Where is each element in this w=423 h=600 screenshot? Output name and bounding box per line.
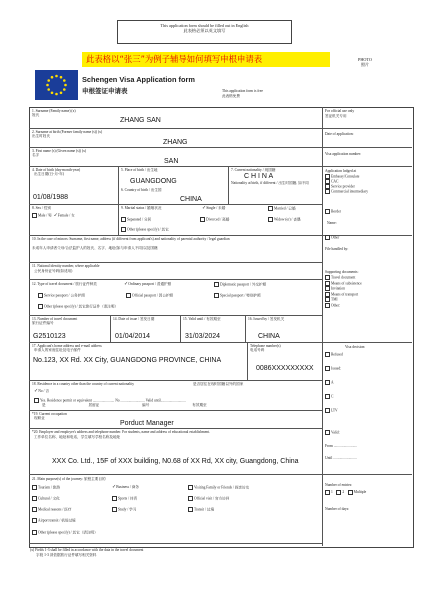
purpose-official-visit[interactable]: Official visit / 官方访问 (188, 496, 229, 501)
file-handled-by-label: File handled by: (325, 247, 349, 251)
number-of-days-label: Number of days: (325, 507, 350, 511)
travel-doc-number-label-zh: 旅行证件编号 (32, 321, 54, 325)
lodged-cac[interactable]: CAC (325, 179, 411, 184)
telephone-field[interactable]: 0086XXXXXXXXX (256, 365, 314, 372)
home-address-label: 17. Applicant's home address and e-mail address (32, 344, 102, 348)
purpose-tourism[interactable]: Tourism / 旅游 (32, 485, 60, 490)
footer-note: (x) Fields 1-3 shall be filled in accordance with the data in the travel document (30, 548, 144, 552)
travel-doc-number-field[interactable]: G2510123 (33, 333, 66, 340)
minor-guardian-label: 10. In the case of minors: Surname, first name, address (if different from applicant's) and nationality of parental authority / legal guardian (32, 237, 230, 241)
purpose-sports[interactable]: Sports / 体育 (112, 496, 137, 501)
official-name-label: Name: (327, 221, 337, 225)
entries-multiple[interactable]: Multiple (348, 490, 366, 494)
residence-no-checkmark-icon: ✓ (34, 389, 39, 394)
first-name-label: 3. First name (s) (Given name (s)) (x) (32, 149, 87, 153)
doc-invitation[interactable]: Invitation (325, 286, 411, 292)
lodged-service-provider[interactable]: Service provider (325, 184, 411, 189)
supporting-docs-label: Supporting documents: (325, 270, 359, 274)
residence-yes-label-zh: 是 居留证 编号 有效期至 (42, 403, 207, 407)
lodged-options (325, 174, 411, 194)
special-passport-option[interactable]: Special passport / 特别护照 (214, 293, 261, 298)
official-column-divider (322, 107, 323, 546)
decision-refused[interactable]: Refused (325, 352, 411, 357)
official-use-heading-zh: 签证机关专用 (325, 114, 347, 118)
visa-decision-label: Visa decision: (345, 345, 366, 349)
home-address-label-zh: 申请人的家庭住址及电子邮件 (34, 348, 81, 352)
lodged-other[interactable]: Other (325, 235, 339, 240)
nationality-label: 7. Current nationality / 现国籍 (231, 168, 276, 172)
visa-app-number-label: Visa application number: (325, 152, 362, 156)
marital-status-label: 9. Marital status / 婚姻状况 (121, 206, 162, 210)
decision-c[interactable]: C (325, 394, 411, 399)
lodged-embassy[interactable]: Embassy/Consulate (325, 174, 411, 179)
service-passport-option[interactable]: Service passport / 公务护照 (38, 293, 85, 298)
single-option[interactable]: ✓Single / 未婚 (202, 206, 226, 211)
occupation-field[interactable]: Porduct Manager (120, 420, 174, 427)
nationality-birth-label: Nationality at birth, if different / 出生时国籍, 如不同 (231, 181, 309, 185)
free-notice-zh: 此表格免费 (222, 94, 240, 98)
ordinary-checkmark-icon: ✓ (124, 282, 129, 287)
form-title: Schengen Visa Application form (82, 75, 195, 84)
employer-label: *20. Employer and employer's address and telephone number. For students, name and address of educational establishment. (32, 430, 210, 434)
residence-yes-option[interactable]: Yes. Residence permit or equivalent ........................ No. .......................... Valid until............................ (34, 398, 186, 403)
place-of-birth-field[interactable]: GUANGDONG (130, 178, 177, 185)
married-option[interactable]: Married / 已婚 (268, 206, 296, 211)
entries-label: Number of entries: (325, 483, 353, 487)
valid-until-field[interactable]: 31/03/2024 (185, 333, 221, 340)
female-checkmark-icon[interactable]: ✓ (53, 213, 58, 219)
visa-decision-options (325, 352, 411, 460)
purpose-other[interactable]: Other (please specify) / 其它（请注明） (32, 530, 98, 535)
national-id-label: 11. National identity number, where applicable (32, 264, 100, 268)
issued-by-label: 16. Issued by / 签发机关 (248, 317, 285, 321)
divorced-option[interactable]: Divorced / 离婚 (200, 217, 229, 222)
decision-from[interactable]: From .......................... (325, 444, 358, 448)
ordinary-passport-option[interactable]: ✓Ordinary passport / 普通护照 (124, 282, 172, 287)
official-passport-option[interactable]: Official passport / 因公护照 (126, 293, 173, 298)
entries-2[interactable]: 2 (336, 490, 344, 494)
national-id-label-zh: 公民身份证号码(如适用) (34, 269, 73, 273)
sex-label: 8. Sex / 性别 (32, 206, 51, 210)
nationality-field[interactable]: C H I N A (244, 173, 274, 180)
valid-until-label: 15. Valid until / 有效期至 (183, 317, 221, 321)
issue-date-label: 14. Date of issue / 签发日期 (113, 317, 155, 321)
lodged-border[interactable]: Border (325, 209, 341, 214)
eu-flag-logo (35, 70, 78, 100)
purpose-label: 21. Main purpose(s) of the journey: 旅程主要目的 (32, 477, 106, 481)
decision-until[interactable]: Until .......................... (325, 456, 357, 461)
residence-label: 18. Residence in a country other than the country of current nationality (32, 382, 134, 386)
date-of-application-label: Date of application: (325, 132, 354, 136)
first-name-label-zh: 名字 (32, 153, 40, 157)
purpose-airport-transit[interactable]: Airport transit / 机场过境 (32, 518, 76, 523)
surname-label-zh: 姓氏 (32, 113, 40, 117)
supporting-docs-list (325, 275, 411, 308)
separated-option[interactable]: Separated / 分居 (121, 217, 151, 222)
purpose-medical[interactable]: Medical reasons / 医疗 (32, 507, 71, 512)
sex-options: Male / 男 ✓Female / 女 (32, 213, 75, 218)
telephone-label-zh: 电话号码 (250, 348, 265, 352)
doc-tmi[interactable]: TMI (325, 297, 411, 303)
english-notice: This application form should be filled out in English 此表格必须以英文填写 (117, 20, 292, 44)
other-travel-doc-option[interactable]: Other (please specify) / 其它旅行证件（请注明） (38, 304, 118, 309)
decision-valid[interactable]: Valid: (325, 430, 411, 435)
dob-label-zh: 出生日期(日-月-年) (34, 172, 64, 176)
occupation-label-zh: 现职业 (34, 416, 45, 420)
doc-subsistence[interactable]: Means of subsistence (325, 281, 411, 287)
official-use-heading: For official use only (325, 109, 355, 113)
purpose-business[interactable]: ✓Business / 商务 (112, 485, 139, 490)
country-of-birth-field[interactable]: CHINA (180, 196, 202, 203)
employer-label-zh: 工作单位名称、地址和电话，学生填写学校名称及地址 (34, 435, 121, 439)
free-notice: This application form is free (222, 89, 263, 93)
lodged-at-label: Application lodged at (325, 169, 357, 173)
lodged-commercial[interactable]: Commercial intermediary (325, 189, 411, 194)
occupation-label: *19. Current occupation (32, 412, 67, 416)
purpose-cultural[interactable]: Cultural / 文化 (32, 496, 60, 501)
home-address-field[interactable]: No.123, XX Rd. XX City, GUANGDONG PROVINCE, CHINA (33, 357, 222, 364)
residence-no-option[interactable]: ✓No / 否 (34, 389, 49, 394)
telephone-label: Telephone number(s) (250, 344, 281, 348)
decision-ltv[interactable]: LTV (325, 408, 411, 413)
birth-surname-label: 2. Surname at birth (Former family name (s)) (x) (32, 130, 103, 134)
diplomatic-passport-option[interactable]: Diplomatic passport / 外交护照 (214, 282, 266, 287)
doc-transport[interactable]: Means of transport (325, 292, 411, 298)
purpose-transit[interactable]: Transit / 过境 (188, 507, 214, 512)
doc-travel-document[interactable]: Travel document (325, 275, 411, 281)
footer-note-zh: 字段 1-3 须依据旅行证件填写相关资料 (36, 553, 97, 557)
surname-label: 1. Surname (Family name) (x) (32, 109, 76, 113)
form-title-zh: 申根签证申请表 (82, 87, 128, 95)
country-of-birth-label: 6. Country of birth / 出生国 (121, 188, 162, 192)
decision-issued[interactable]: Issued: (325, 366, 411, 371)
first-name-field[interactable]: SAN (164, 158, 179, 165)
widow-option[interactable]: Widow (er) / 丧偶 (268, 217, 301, 222)
business-checkmark-icon: ✓ (112, 485, 117, 490)
birth-surname-field[interactable]: ZHANG (163, 139, 188, 146)
purpose-study[interactable]: Study / 学习 (112, 507, 136, 512)
instruction-banner-text: 此表格以“张三”为例子辅导如何填写申根申请表 (86, 54, 263, 64)
travel-doc-type-label: 12. Type of travel document / 旅行证件种类 (32, 282, 97, 286)
dob-label: 4. Date of birth (day-month-year) (32, 168, 81, 172)
travel-doc-number-label: 13. Number of travel document (32, 317, 78, 321)
surname-field[interactable]: ZHANG SAN (120, 117, 161, 124)
purpose-visit-family[interactable]: Visiting Family or Friends / 探亲访友 (188, 485, 249, 490)
entries-options (325, 490, 366, 495)
residence-label-zh: 是否居住在现时国籍以外的国家 (193, 382, 244, 386)
other-marital-option[interactable]: Other (please specify) / 其它 (121, 227, 169, 232)
single-checkmark-icon: ✓ (202, 206, 207, 211)
entries-1[interactable]: 1 (325, 490, 333, 494)
issued-by-field[interactable]: CHINA (258, 333, 280, 340)
male-checkbox[interactable] (32, 213, 37, 218)
employer-field[interactable]: XXX Co. Ltd., 15F of XXX building, N0.68 of XX Rd, XX city, Guangdong, China (52, 458, 299, 465)
eu-stars-icon (35, 70, 78, 100)
photo-box: PHOTO 照片 (358, 57, 372, 67)
place-of-birth-label: 5. Place of birth / 出生地 (121, 168, 158, 172)
minor-guardian-label-zh: 未成年人申请者父母/合法监护人的姓氏、名字、地址(如与申请人不同)以及国籍 (32, 246, 158, 250)
dob-field[interactable]: 01/08/1988 (33, 194, 69, 201)
birth-surname-label-zh: 出生时姓氏 (32, 134, 50, 138)
decision-a[interactable]: A (325, 380, 411, 385)
issue-date-field[interactable]: 01/04/2014 (115, 333, 151, 340)
doc-other[interactable]: Other: (325, 303, 411, 309)
